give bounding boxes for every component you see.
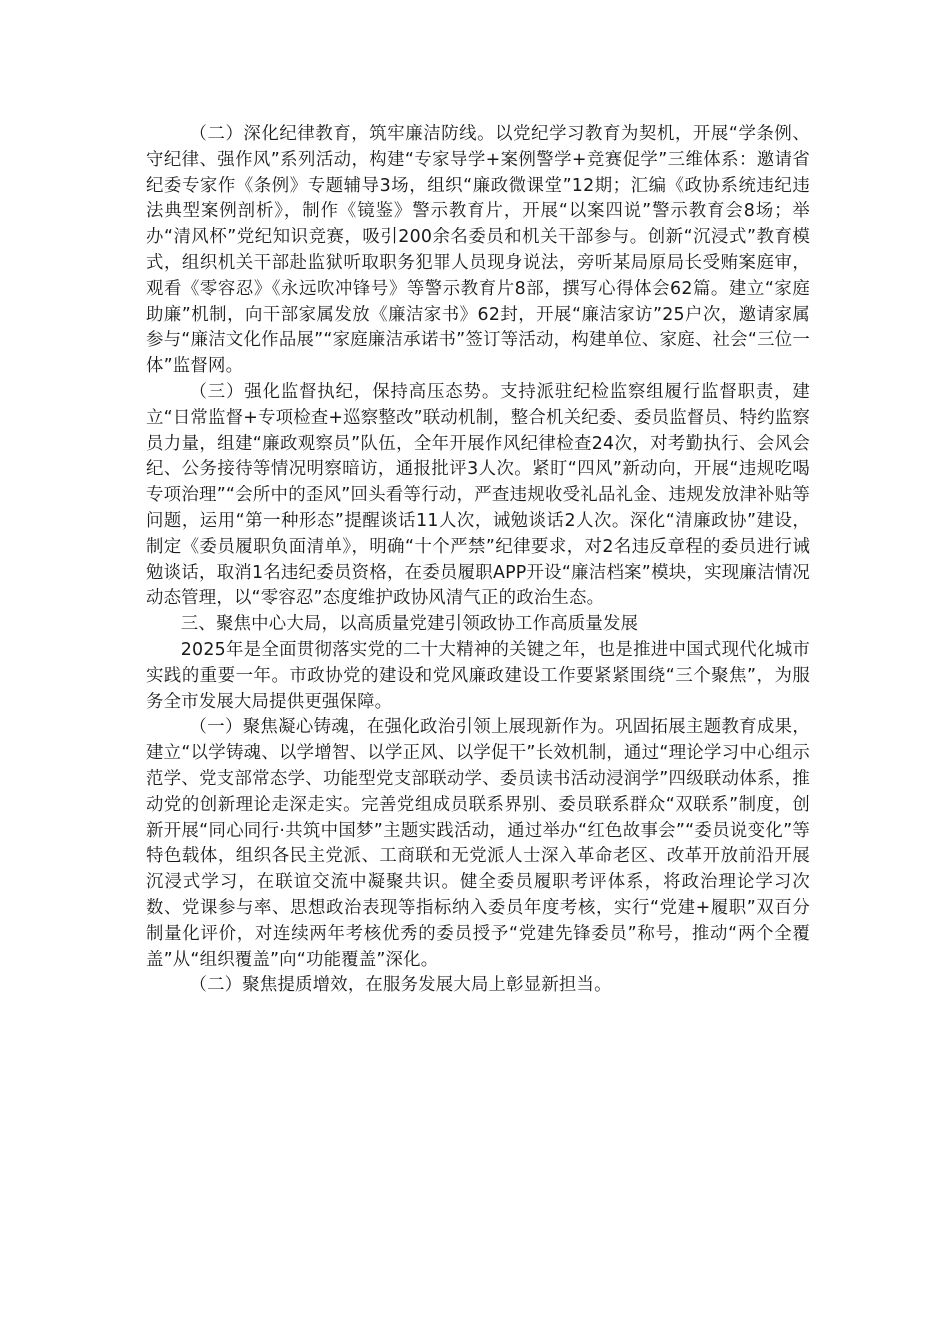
paragraph-quality-efficiency: （二）聚焦提质增效，在服务发展大局上彰显新担当。: [189, 975, 612, 996]
paragraph-discipline-education: （二）深化纪律教育，筑牢廉洁防线。以党纪学习教育为契机，开展“学条例、守纪律、强作风”系列活动，构建“专家导学+案例警学+竞赛促学”三维体系：邀请省纪委专家作《条例》专题辅导3场，组织“廉政微课堂”12期；汇编《政协系统违纪违法典型案例剖析》，制作《镜鉴》警示教育片，开展“以案四说”警示教育会8场；举办“清风杯”党纪知识竞赛，吸引200余名委员和机关干部参与。创新“沉浸式”教育模式，组织机关干部赴监狱听取职务犯罪人员现身说法，旁听某局原局长受贿案庭审，观看《零容忍》《永远吹冲锋号》等警示教育片8部，撰写心得体会62篇。建立“家庭助廉”机制，向干部家属发放《廉洁家书》62封，开展“廉洁家访”25户次，邀请家属参与“廉洁文化作品展”“家庭廉洁承诺书”签订等活动，构建单位、家庭、社会“三位一体”监督网。: [146, 124, 810, 377]
paragraph-2025-intro: 2025年是全面贯彻落实党的二十大精神的关键之年，也是推进中国式现代化城市实践的重要一年。市政协党的建设和党风廉政建设工作要紧紧围绕“三个聚焦”，为服务全市发展大局提供更强保障。: [146, 639, 810, 712]
section-heading-three: 三、聚焦中心大局，以高质量党建引领政协工作高质量发展: [180, 614, 639, 635]
paragraph-supervision: （三）强化监督执纪，保持高压态势。支持派驻纪检监察组履行监督职责，建立“日常监督+专项检查+巡察整改”联动机制，整合机关纪委、委员监督员、特约监察员力量，组建“廉政观察员”队伍，全年开展作风纪律检查24次，对考勤执行、会风会纪、公务接待等情况明察暗访，通报批评3人次。紧盯“四风”新动向，开展“违规吃喝专项治理”“会所中的歪风”回头看等行动，严查违规收受礼品礼金、违规发放津补贴等问题，运用“第一种形态”提醒谈话11人次，诫勉谈话2人次。深化“清廉政协”建设，制定《委员履职负面清单》，明确“十个严禁”纪律要求，对2名违反章程的委员进行诫勉谈话，取消1名违纪委员资格，在委员履职APP开设“廉洁档案”模块，实现廉洁情况动态管理，以“零容忍”态度维护政协风清气正的政治生态。: [146, 381, 810, 609]
paragraph-political-guidance: （一）聚焦凝心铸魂，在强化政治引领上展现新作为。巩固拓展主题教育成果，建立“以学铸魂、以学增智、以学正风、以学促干”长效机制，通过“理论学习中心组示范学、党支部常态学、功能型党支部联动学、委员读书活动浸润学”四级联动体系，推动党的创新理论走深走实。完善党组成员联系界别、委员联系群众“双联系”制度，创新开展“同心同行·共筑中国梦”主题实践活动，通过举办“红色故事会”“委员说变化”等特色载体，组织各民主党派、工商联和无党派人士深入革命老区、改革开放前沿开展沉浸式学习，在联谊交流中凝聚共识。健全委员履职考评体系，将政治理论学习次数、党课参与率、思想政治表现等指标纳入委员年度考核，实行“党建+履职”双百分制量化评价，对连续两年考核优秀的委员授予“党建先锋委员”称号，推动“两个全覆盖”从“组织覆盖”向“功能覆盖”深化。: [146, 717, 810, 970]
document-body: [146, 122, 810, 999]
